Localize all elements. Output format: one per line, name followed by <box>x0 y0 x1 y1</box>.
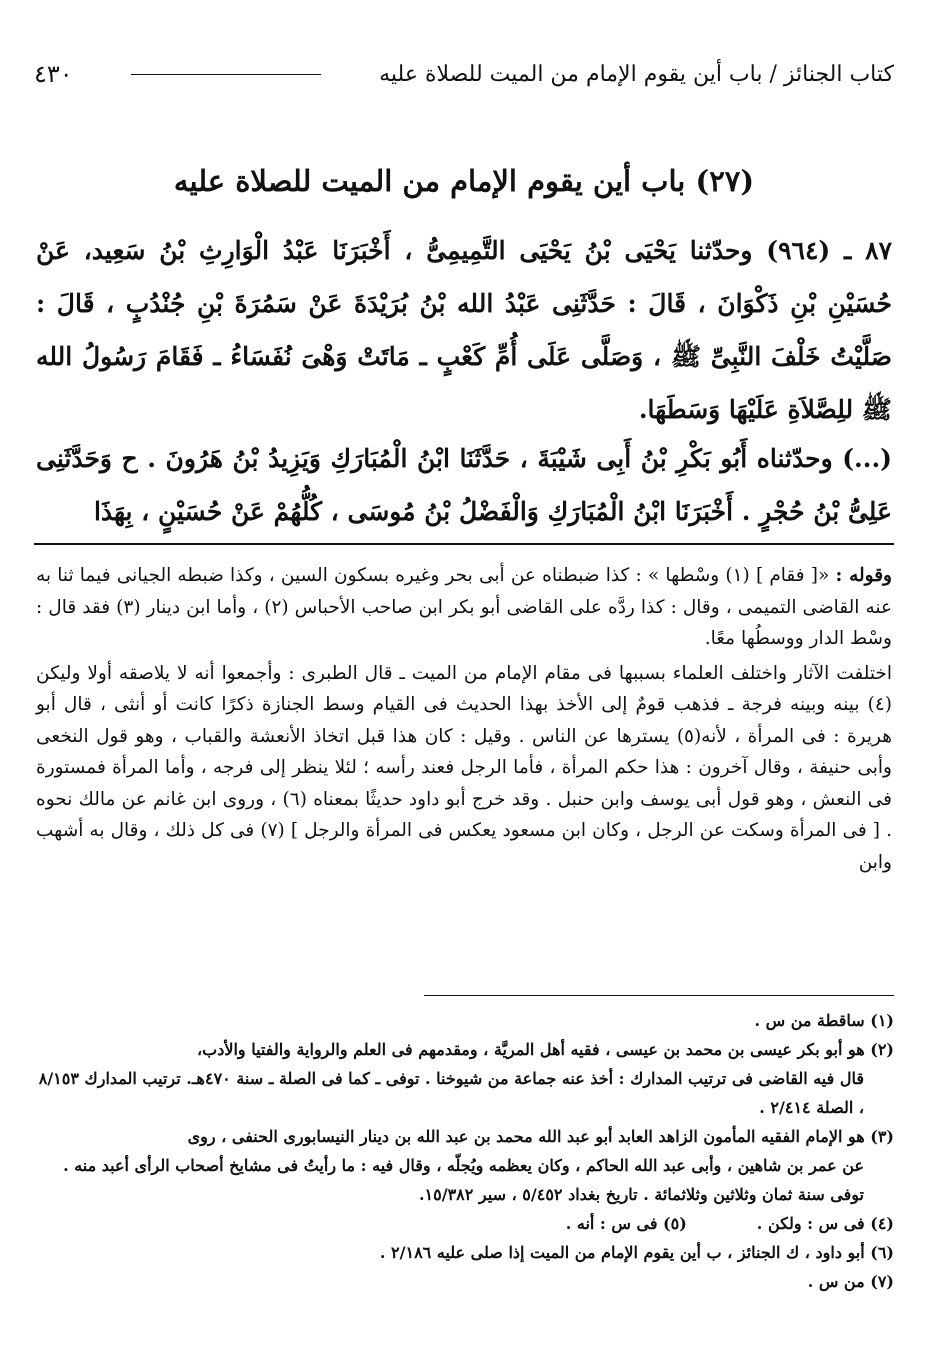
running-head-rule <box>131 74 321 75</box>
commentary-paragraph-2: اختلفت الآثار واختلف العلماء بسببها فى مقام الإمام من الميت ـ قال الطبرى : وأجمعوا أنه لا يلاصقه أولا وليكن (٤) بينه وبينه فرجة ـ فذهب قومٌ إلى الأخذ بهذا الحديث فى القيام وسط الجنازة ذكرًا كانت أو أنثى ، قال أبو هريرة : فى المرأة ، لأنه(٥) يسترها عن الناس . وقيل : كان هذا قبل اتخاذ الأنعشة والقباب ، وهو قول النخعى وأبى حنيفة ، وقال آخرون : هذا حكم المرأة ، فأما الرجل فعند رأسه ؛ لئلا ينظر إلى فرجه ، وأما المرأة فمستورة فى النعش ، وهو قول أبى يوسف وابن حنبل . وقد خرج أبو داود حديثًا بمعناه (٦) ، وروى ابن غانم عن مالك نحوه . [ فى المرأة وسكت عن الرجل ، وكان ابن مسعود يعكس فى المرأة والرجل ] (٧) فى كل ذلك ، وقال به أشهب وابن <box>36 662 893 873</box>
footnote-6: (٦) أبو داود ، ك الجنائز ، ب أين يقوم الإمام من الميت إذا صلى عليه ٢/١٨٦ . <box>379 1243 894 1262</box>
footnote-3-continuation: عن عمر بن شاهين ، وأبى عبد الله الحاكم ، وكان يعظمه ويُجلّه ، وقال فيه : ما رأيتُ فى مشايخ أصحاب الرأى أعبد منه . توفى سنة ثمان وثلاثين وثلاثمائة . تاريخ بغداد ٥/٤٥٢ ، سير ١٥/٣٨٢. <box>63 1156 864 1204</box>
footnotes-rule <box>424 995 894 996</box>
footnotes-4-5 <box>34 1209 894 1238</box>
commentary-paragraph-1 <box>36 560 892 655</box>
footnote-5: (٥) فى س : أنه . <box>565 1214 687 1233</box>
footnote-4: (٤) فى س : ولكن . <box>756 1214 894 1233</box>
footnote-2-continuation: قال فيه القاضى فى ترتيب المدارك : أخذ عنه جماعة من شيوخنا . توفى ـ كما فى الصلة ـ سنة ٤٧٠هـ. ترتيب المدارك ٨/١٥٣ ، الصلة ٢/٤١٤ . <box>38 1069 864 1117</box>
footnote-7: (٧) من س . <box>807 1272 894 1291</box>
hadith-chain-paragraph: (...) وحدّثناه أَبُو بَكْرِ بْنُ أَبِى شَيْبَةَ ، حَدَّثَنَا ابْنُ الْمُبَارَكِ وَيَزِيدُ بْنُ هَرُونَ . ح وَحَدَّثَنِى عَلِىُّ بْنُ حُجْرٍ . أَخْبَرَنَا ابْنُ الْمُبَارَكِ وَالْفَضْلُ بْنُ مُوسَى ، كُلُّهُمْ عَنْ حُسَيْنٍ ، بِهَذَا <box>36 444 892 526</box>
footnote-2 <box>34 1035 894 1122</box>
footnotes <box>34 1006 894 1296</box>
footnote-3 <box>34 1122 894 1209</box>
chapter-title: (٢٧) باب أين يقوم الإمام من الميت للصلاة عليه <box>173 164 755 198</box>
hadith-chain <box>36 432 892 538</box>
commentary-lead: وقوله : <box>835 565 892 586</box>
commentary-text-1: «[ فقام ] (١) وسْطها » : كذا ضبطناه عن أبى بحر وغيره بسكون السين ، وكذا ضبطه الجيانى فيما ثنا به عنه القاضى التميمى ، وقال : كذا ردَّه على القاضى أبو بكر ابن صاحب الأحباس (٢) ، وأما ابن دينار (٣) فقد قال : وسْط الدار ووسطُها معًا. <box>36 565 892 649</box>
footnote-1: (١) ساقطة من س . <box>754 1011 894 1030</box>
running-head <box>34 56 894 92</box>
commentary <box>36 560 892 878</box>
hadith-text <box>36 224 892 436</box>
page-number: ٤٣٠ <box>34 60 73 88</box>
section-divider <box>34 543 894 545</box>
running-head-title: كتاب الجنائز / باب أين يقوم الإمام من الميت للصلاة عليه <box>379 61 894 87</box>
footnote-2-line-1: (٢) هو أبو بكر عيسى بن محمد بن عيسى ، فقيه أهل المريَّة ، ومقدمهم فى العلم والرواية والفتيا والأدب، <box>197 1040 894 1059</box>
hadith-paragraph: ٨٧ ـ (٩٦٤) وحدّثنا يَحْيَى بْنُ يَحْيَى التَّمِيمِىُّ ، أَخْبَرَنَا عَبْدُ الْوَارِثِ بْنُ سَعِيد، عَنْ حُسَيْنِ بْنِ ذَكْوَانَ ، قَالَ : حَدَّثَنِى عَبْدُ الله بْنُ بُرَيْدَةَ عَنْ سَمُرَةَ بْنِ جُنْدُبٍ ، قَالَ : صَلَّيْتُ خَلْفَ النَّبِىِّ ﷺ ، وَصَلَّى عَلَى أُمِّ كَعْبٍ ـ مَاتَتْ وَهْىَ نُفَسَاءُ ـ فَقَامَ رَسُولُ الله ﷺ للِصَّلاَةِ عَلَيْهَا وَسَطَهَا. <box>36 236 892 424</box>
footnote-3-line-1: (٣) هو الإمام الفقيه المأمون الزاهد العابد أبو عبد الله محمد بن عبد الله بن دينار النيسابورى الحنفى ، روى <box>187 1127 894 1146</box>
